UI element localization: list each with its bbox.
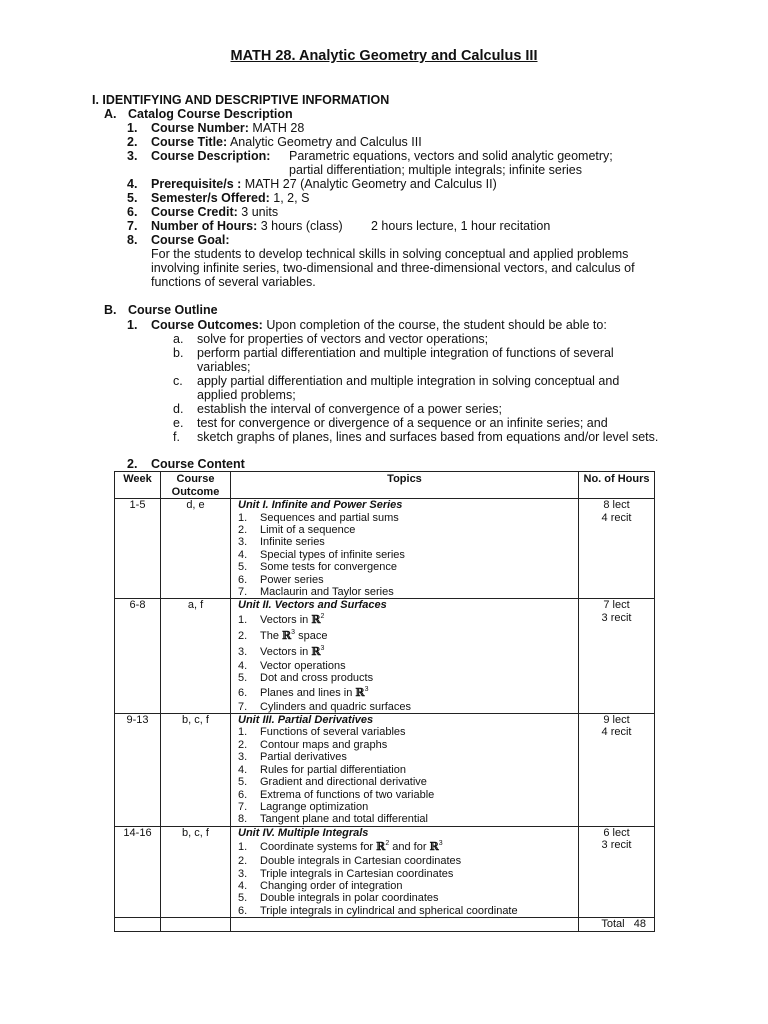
total-hours-cell: Total 48 (579, 918, 655, 931)
topic-number: 6. (238, 788, 248, 801)
course-outcomes-heading: 1. Course Outcomes: Upon completion of the course, the student should be able to: (127, 318, 607, 332)
topic-number: 3. (238, 751, 248, 764)
item-prerequisite: 4. Prerequisite/s : MATH 27 (Analytic Geometry and Calculus II) (127, 177, 497, 191)
course-outcome-cell: b, c, f (161, 826, 231, 917)
topic-text: Triple integrals in Cartesian coordinates (260, 867, 454, 880)
topic-item (234, 751, 575, 763)
topic-text: and for (389, 841, 430, 854)
real-numbers-symbol: ℝ (376, 840, 386, 854)
real-numbers-symbol: ℝ (311, 644, 321, 658)
topic-text: Cylinders and quadric surfaces (260, 700, 412, 713)
topic-number: 5. (238, 672, 248, 685)
subsection-a-heading: A. Catalog Course Description (104, 107, 293, 121)
topic-text: The (260, 629, 283, 642)
topic-item (234, 644, 575, 660)
hours-value: 7 lect (603, 599, 630, 612)
item-semester-offered: 5. Semester/s Offered: 1, 2, S (127, 191, 310, 205)
subsection-b-heading: B. Course Outline (104, 303, 218, 317)
table-cell (231, 918, 579, 931)
unit-title: Unit II. Vectors and Surfaces (238, 599, 387, 612)
topic-item (234, 701, 575, 713)
topic-text: Extrema of functions of two variable (260, 788, 435, 801)
topic-number: 5. (238, 561, 248, 574)
topic-item (234, 586, 575, 598)
hours-cell (579, 599, 655, 714)
table-total-row (115, 918, 655, 931)
dimension-superscript: 2 (385, 840, 390, 848)
outcome-c: c. apply partial differentiation and multiple integration in solving conceptual and (173, 374, 620, 388)
topic-text: Infinite series (260, 536, 325, 549)
outcome-f: f. sketch graphs of planes, lines and surfaces based from equations and/or level sets. (173, 430, 659, 444)
outcome-b: b. perform partial differentiation and multiple integration of functions of several (173, 346, 614, 360)
item-course-description: 3. Course Description: (127, 149, 271, 163)
topic-text: Changing order of integration (260, 879, 403, 892)
dimension-superscript: 3 (320, 644, 325, 652)
topics-cell (231, 714, 579, 827)
topic-number: 8. (238, 813, 248, 826)
topic-number: 3. (238, 645, 248, 658)
table-cell (161, 918, 231, 931)
topic-item (234, 905, 575, 917)
course-description-line-1: Parametric equations, vectors and solid analytic geometry; (289, 149, 613, 163)
course-content-heading: 2. Course Content (127, 457, 245, 471)
topic-number: 6. (238, 686, 248, 699)
table-header-row (115, 472, 655, 499)
topics-cell (231, 599, 579, 714)
section-heading: I. IDENTIFYING AND DESCRIPTIVE INFORMATION (92, 93, 390, 107)
goal-line-3: functions of several variables. (151, 275, 316, 289)
outcome-b-cont: variables; (197, 360, 251, 374)
topic-text: Power series (260, 573, 324, 586)
topic-text: Contour maps and graphs (260, 738, 388, 751)
topic-item (234, 764, 575, 776)
outcome-e: e. test for convergence or divergence of a sequence or an infinite series; and (173, 416, 608, 430)
topic-text: Lagrange optimization (260, 800, 369, 813)
item-number-of-hours: 7. Number of Hours: 3 hours (class) (127, 219, 343, 233)
topic-number: 7. (238, 800, 248, 813)
course-outcome-cell: d, e (161, 499, 231, 599)
goal-line-2: involving infinite series, two-dimensional and three-dimensional vectors, and calculus of (151, 261, 635, 275)
hours-value: 8 lect (603, 499, 630, 512)
real-numbers-symbol: ℝ (355, 685, 365, 699)
course-outcome-cell: b, c, f (161, 714, 231, 827)
topic-text: Double integrals in Cartesian coordinates (260, 855, 462, 868)
table-row (115, 499, 655, 599)
dimension-superscript: 2 (320, 612, 325, 620)
item-course-goal: 8. Course Goal: (127, 233, 230, 247)
topic-text: Vector operations (260, 659, 346, 672)
course-description-line-2: partial differentiation; multiple integrals; infinite series (289, 163, 582, 177)
dimension-superscript: 3 (291, 628, 296, 636)
topic-number: 3. (238, 867, 248, 880)
outcome-a: a. solve for properties of vectors and vector operations; (173, 332, 489, 346)
dimension-superscript: 3 (364, 685, 369, 693)
topic-item (234, 628, 575, 644)
topic-item (234, 660, 575, 672)
real-numbers-symbol: ℝ (282, 628, 292, 642)
topic-number: 2. (238, 524, 248, 536)
hours-value: 4 recit (601, 511, 632, 524)
topic-number: 5. (238, 776, 248, 789)
topic-number: 6. (238, 904, 248, 917)
topic-number: 7. (238, 586, 248, 599)
hours-value: 3 recit (601, 611, 632, 624)
hours-value: 4 recit (601, 726, 632, 739)
header-hours: No. of Hours (579, 472, 655, 499)
topic-item (234, 612, 575, 628)
topic-item (234, 880, 575, 892)
header-topics: Topics (231, 472, 579, 499)
topic-item (234, 739, 575, 751)
hours-value: 9 lect (603, 714, 630, 727)
topic-item (234, 868, 575, 880)
topic-text: Planes and lines in (260, 686, 356, 699)
topic-item (234, 813, 575, 825)
topic-text: Rules for partial differentiation (260, 763, 406, 776)
topic-number: 5. (238, 892, 248, 905)
topic-item (234, 672, 575, 684)
hours-cell (579, 714, 655, 827)
topic-number: 3. (238, 536, 248, 549)
hours-value: 6 lect (603, 826, 630, 839)
topic-text: Some tests for convergence (260, 561, 397, 574)
unit-title: Unit I. Infinite and Power Series (238, 499, 403, 512)
real-numbers-symbol: ℝ (311, 612, 321, 626)
topic-text: Partial derivatives (260, 751, 347, 764)
topic-text: Sequences and partial sums (260, 511, 399, 524)
topic-text: Limit of a sequence (260, 524, 356, 536)
topic-text: space (295, 629, 328, 642)
topic-text: Special types of infinite series (260, 548, 405, 561)
goal-line-1: For the students to develop technical skills in solving conceptual and applied problems (151, 247, 629, 261)
topic-number: 4. (238, 548, 248, 561)
unit-title: Unit IV. Multiple Integrals (238, 826, 369, 839)
topic-number: 6. (238, 573, 248, 586)
table-cell (115, 918, 161, 931)
hours-cell (579, 826, 655, 917)
topic-number: 4. (238, 763, 248, 776)
topic-text: Vectors in (260, 613, 312, 626)
topic-item (234, 776, 575, 788)
hours-cell (579, 499, 655, 599)
topic-text: Maclaurin and Taylor series (260, 586, 394, 599)
real-numbers-symbol: ℝ (429, 840, 439, 854)
topic-text: Vectors in (260, 645, 312, 658)
topic-text: Coordinate systems for (260, 841, 377, 854)
topic-number: 4. (238, 879, 248, 892)
topics-cell (231, 826, 579, 917)
topic-item (234, 574, 575, 586)
topic-text: Functions of several variables (260, 726, 406, 739)
dimension-superscript: 3 (438, 840, 443, 848)
topic-number: 1. (238, 726, 248, 739)
topic-number: 2. (238, 738, 248, 751)
table-row (115, 599, 655, 714)
topic-text: Gradient and directional derivative (260, 776, 427, 789)
topic-item (234, 789, 575, 801)
topic-text: Dot and cross products (260, 672, 374, 685)
topic-item (234, 549, 575, 561)
topic-item (234, 892, 575, 904)
topic-text: Tangent plane and total differential (260, 813, 428, 826)
outcome-d: d. establish the interval of convergence of a power series; (173, 402, 503, 416)
course-content-table (114, 471, 655, 932)
topic-text: Triple integrals in cylindrical and spherical coordinate (260, 904, 518, 917)
header-course-outcome: Course Outcome (161, 472, 231, 499)
topic-item (234, 524, 575, 536)
week-cell: 1-5 (115, 499, 161, 599)
topic-item (234, 726, 575, 738)
unit-title: Unit III. Partial Derivatives (238, 714, 374, 727)
topic-number: 1. (238, 613, 248, 626)
topic-item (234, 855, 575, 867)
outcome-c-cont: applied problems; (197, 388, 296, 402)
topic-number: 7. (238, 700, 248, 713)
topic-item (234, 561, 575, 573)
topic-text: Double integrals in polar coordinates (260, 892, 439, 905)
topic-number: 1. (238, 841, 248, 854)
item-course-number: 1. Course Number: MATH 28 (127, 121, 305, 135)
hours-value: 3 recit (601, 839, 632, 852)
topic-number: 2. (238, 629, 248, 642)
week-cell: 6-8 (115, 599, 161, 714)
item-course-title: 2. Course Title: Analytic Geometry and Calculus III (127, 135, 422, 149)
item-course-credit: 6. Course Credit: 3 units (127, 205, 279, 219)
topic-item (234, 685, 575, 701)
week-cell: 14-16 (115, 826, 161, 917)
topics-cell (231, 499, 579, 599)
table-row (115, 826, 655, 917)
topic-number: 4. (238, 659, 248, 672)
topic-item (234, 801, 575, 813)
page-title: MATH 28. Analytic Geometry and Calculus III (230, 48, 538, 64)
topic-number: 1. (238, 511, 248, 524)
course-outcome-cell: a, f (161, 599, 231, 714)
table-row (115, 714, 655, 827)
topic-number: 2. (238, 855, 248, 868)
topic-item (234, 536, 575, 548)
header-week: Week (115, 472, 161, 499)
week-cell: 9-13 (115, 714, 161, 827)
hours-breakdown: 2 hours lecture, 1 hour recitation (371, 219, 551, 233)
topic-item (234, 512, 575, 524)
topic-item (234, 839, 575, 855)
